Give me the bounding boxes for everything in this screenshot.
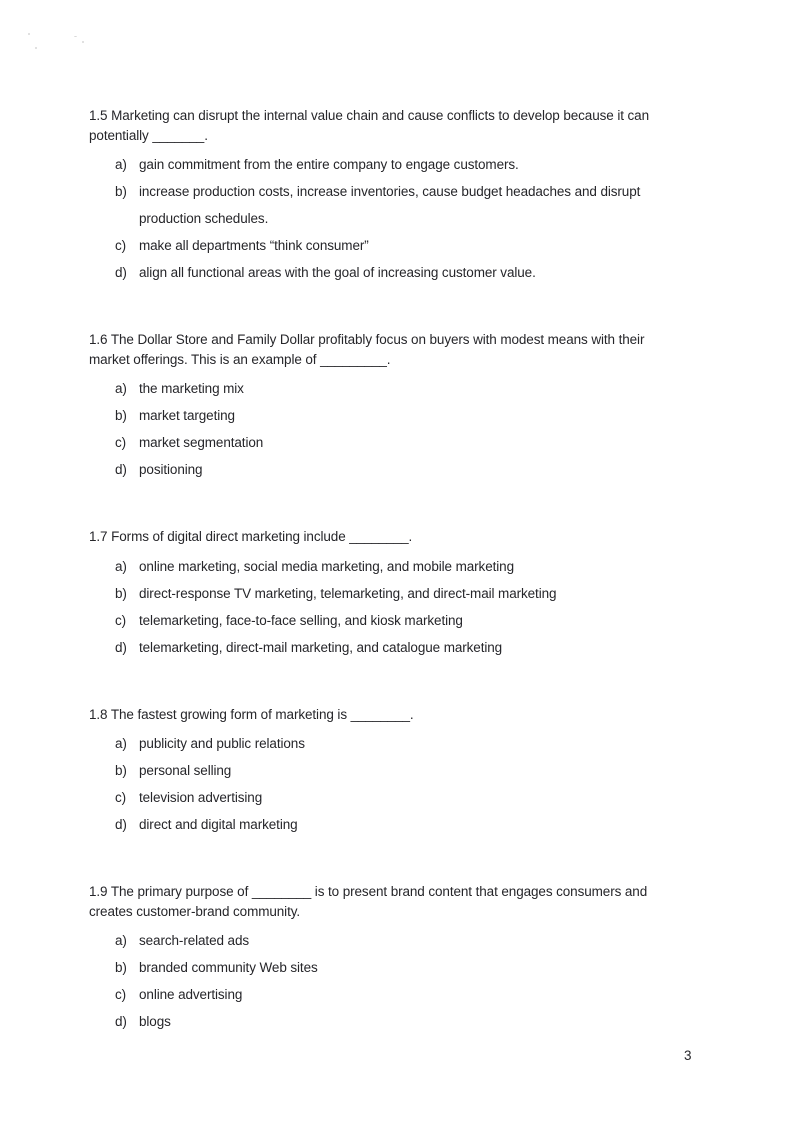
option-line: search-related ads — [139, 933, 250, 948]
option-text — [139, 460, 202, 480]
option-letter: c) — [115, 790, 127, 805]
option-list — [89, 734, 739, 835]
option-letter: a) — [115, 558, 127, 574]
option-text — [139, 557, 514, 577]
option-a — [89, 155, 739, 175]
option-text — [139, 584, 556, 604]
option-text — [139, 236, 369, 256]
option-text — [139, 406, 235, 426]
option-letter: b) — [115, 960, 127, 975]
option-line: telemarketing, face-to-face selling, and kiosk marketing — [139, 612, 463, 628]
question-1-5 — [89, 106, 739, 283]
option-list — [89, 557, 739, 658]
option-line: direct and digital marketing — [139, 817, 298, 832]
option-line: gain commitment from the entire company to engage customers. — [139, 157, 519, 172]
question-1-9 — [89, 882, 739, 1032]
option-c — [89, 236, 739, 256]
option-a — [89, 931, 739, 951]
option-letter: d) — [115, 1014, 127, 1029]
question-1-7 — [89, 527, 739, 658]
question-stem — [89, 106, 739, 145]
option-d — [89, 638, 739, 658]
question-list — [89, 106, 739, 1032]
option-line: market segmentation — [139, 435, 264, 450]
option-line: the marketing mix — [139, 381, 244, 396]
option-text — [139, 379, 244, 399]
scan-artifact — [28, 33, 30, 35]
option-letter: d) — [115, 817, 127, 832]
option-text — [139, 931, 249, 951]
question-stem — [89, 882, 739, 921]
option-line: telemarketing, direct-mail marketing, and catalogue marketing — [139, 639, 503, 655]
option-line: online marketing, social media marketing, and mobile marketing — [139, 558, 514, 574]
option-d — [89, 1012, 739, 1032]
option-d — [89, 263, 739, 283]
option-line: personal selling — [139, 763, 232, 778]
option-text — [139, 182, 640, 229]
question-stem — [89, 330, 739, 369]
stem-line: market offerings. This is an example of _________. — [89, 351, 391, 367]
option-list — [89, 931, 739, 1032]
option-text — [139, 815, 298, 835]
option-line: television advertising — [139, 790, 263, 805]
option-letter: a) — [115, 933, 127, 948]
option-letter: a) — [115, 736, 127, 751]
stem-line: 1.9 The primary purpose of ________ is to present brand content that engages consumers and — [89, 884, 648, 899]
option-letter: b) — [115, 408, 127, 423]
option-a — [89, 557, 739, 577]
stem-line: potentially _______. — [89, 127, 208, 143]
option-letter: d) — [115, 462, 127, 477]
option-line: online advertising — [139, 987, 243, 1002]
option-text — [139, 1012, 171, 1032]
option-letter: a) — [115, 381, 127, 396]
option-text — [139, 155, 519, 175]
option-line: market targeting — [139, 408, 235, 423]
option-line: blogs — [139, 1014, 171, 1029]
option-line: align all functional areas with the goal of increasing customer value. — [139, 265, 536, 280]
option-letter: d) — [115, 265, 127, 280]
stem-line: 1.6 The Dollar Store and Family Dollar profitably focus on buyers with modest means with their — [89, 332, 645, 347]
option-line: publicity and public relations — [139, 736, 305, 751]
option-b — [89, 584, 739, 604]
option-line: branded community Web sites — [139, 960, 318, 975]
option-b — [89, 406, 739, 426]
page-number: 3 — [684, 1048, 692, 1063]
option-letter: c) — [115, 238, 127, 253]
option-text — [139, 611, 463, 631]
stem-line: 1.5 Marketing can disrupt the internal value chain and cause conflicts to develop because it can — [89, 108, 649, 123]
question-stem — [89, 527, 739, 547]
scan-artifact — [82, 41, 84, 43]
option-text — [139, 433, 263, 453]
scan-artifact — [74, 36, 77, 37]
option-letter: a) — [115, 157, 127, 172]
option-text — [139, 958, 318, 978]
option-line: make all departments “think consumer” — [139, 238, 369, 253]
question-1-6 — [89, 330, 739, 480]
option-text — [139, 788, 262, 808]
option-line: positioning — [139, 462, 203, 477]
question-1-8 — [89, 705, 739, 836]
option-a — [89, 379, 739, 399]
option-c — [89, 788, 739, 808]
option-text — [139, 985, 242, 1005]
option-letter: c) — [115, 435, 127, 450]
option-line: production schedules. — [139, 211, 269, 226]
option-letter: b) — [115, 184, 127, 199]
option-c — [89, 433, 739, 453]
stem-line: 1.8 The fastest growing form of marketing is ________. — [89, 706, 414, 722]
option-text — [139, 638, 502, 658]
option-text — [139, 734, 305, 754]
option-letter: c) — [115, 987, 127, 1002]
option-d — [89, 460, 739, 480]
option-letter: b) — [115, 585, 127, 601]
option-letter: d) — [115, 639, 127, 655]
option-line: direct-response TV marketing, telemarketing, and direct-mail marketing — [139, 585, 557, 601]
option-d — [89, 815, 739, 835]
option-b — [89, 182, 739, 229]
option-c — [89, 611, 739, 631]
option-text — [139, 263, 536, 283]
option-letter: c) — [115, 612, 127, 628]
option-text — [139, 761, 231, 781]
option-list — [89, 155, 739, 283]
stem-line: creates customer-brand community. — [89, 903, 301, 919]
option-a — [89, 734, 739, 754]
option-c — [89, 985, 739, 1005]
stem-line: 1.7 Forms of digital direct marketing include ________. — [89, 529, 413, 544]
option-list — [89, 379, 739, 480]
option-b — [89, 958, 739, 978]
option-letter: b) — [115, 763, 127, 778]
option-b — [89, 761, 739, 781]
scan-artifact — [35, 47, 37, 49]
option-line: increase production costs, increase inventories, cause budget headaches and disrupt — [139, 184, 641, 199]
question-stem — [89, 705, 739, 725]
